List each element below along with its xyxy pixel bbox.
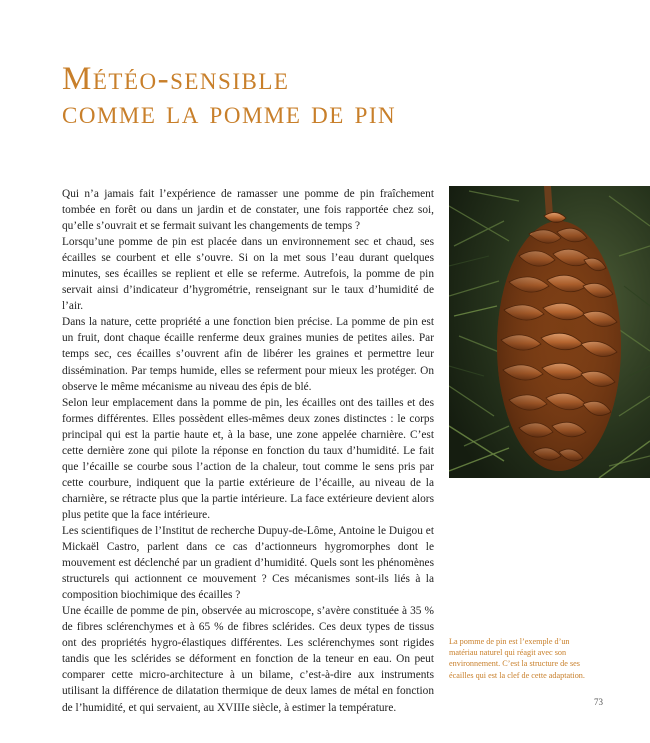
photo-caption: La pomme de pin est l’exemple d’un matériau naturel qui réagit avec son environnement. C’est la structure de ses écailles qui est la clef de cette adaptation. bbox=[449, 637, 585, 680]
page-title bbox=[62, 62, 482, 130]
article-body bbox=[62, 186, 434, 716]
paragraph: Lorsqu’une pomme de pin est placée dans un environnement sec et chaud, ses écailles se courbent et elle s’ouvre. Si on la met sous l’eau durant quelques minutes, ses écailles se replient et elle se referme. Autrefois, la pomme de pin servait ainsi d’indicateur d’hygrométrie, renseignant sur le taux d’humidité de l’air. bbox=[62, 236, 434, 313]
paragraph: Une écaille de pomme de pin, observée au microscope, s’avère constituée à 35 % de fibres sclérenchymes et à 65 % de fibres sclérides. Ces deux types de tissus ont des propriétés hygro-élastiques différentes. Les sclérenchymes sont rigides tandis que les sclérides se déforment en fonction de la teneur en eau. On peut comparer cette micro-architecture à un bilame, c’est-à-dire aux instruments utilisant la différence de dilatation thermique de deux lames de métal en fonction de l’humidité, et qui servaient, au XVIIIe siècle, à estimer la température. bbox=[62, 605, 434, 714]
pine-cone-photo bbox=[449, 186, 650, 478]
paragraph: Selon leur emplacement dans la pomme de pin, les écailles ont des tailles et des formes différentes. Elles possèdent elles-mêmes deux zones distinctes : le corps principal qui est la partie haute et, à la base, une zone appelée charnière. C’est cette dernière zone qui pilote la réponse en fonction du taux d’humidité. Le fait que l’écaille se courbe sous l’action de la chaleur, tout comme le sens pris par cette courbure, indiquent que la partie extérieure de l’écaille, au niveau de la charnière, se rétracte plus que la partie intérieure. La face extérieure devient alors plus petite que la face intérieure. bbox=[62, 396, 434, 521]
paragraph: Qui n’a jamais fait l’expérience de ramasser une pomme de pin fraîchement tombée en forêt ou dans un jardin et de constater, une fois rapportée chez soi, qu’elle s’ouvrait et se fermait suivant les changements de temps ? bbox=[62, 188, 434, 233]
paragraph: Dans la nature, cette propriété a une fonction bien précise. La pomme de pin est un fruit, dont chaque écaille renferme deux graines munies de petites ailes. Par temps sec, ces écailles s’ouvrent afin de libérer les graines et permettre leur dissémination. Par temps humide, elles se referment pour mieux les protéger. On observe le même mécanisme au niveau des épis de blé. bbox=[62, 316, 434, 393]
title-line-1: Météo-sensible bbox=[62, 61, 290, 97]
page-number: 73 bbox=[594, 697, 603, 707]
paragraph: Les scientifiques de l’Institut de recherche Dupuy-de-Lôme, Antoine le Duigou et Mickaël Castro, parlent dans ce cas d’actionneurs hygromorphes dont le mouvement est déclenché par un gradient d’humidité. Quels sont les phénomènes structurels qui actionnent ce mouvement ? Ces mécanismes sont-ils liés à la composition biochimique des écailles ? bbox=[62, 524, 434, 602]
title-line-2: comme la pomme de pin bbox=[62, 95, 397, 131]
pine-cone-illustration bbox=[449, 186, 650, 478]
